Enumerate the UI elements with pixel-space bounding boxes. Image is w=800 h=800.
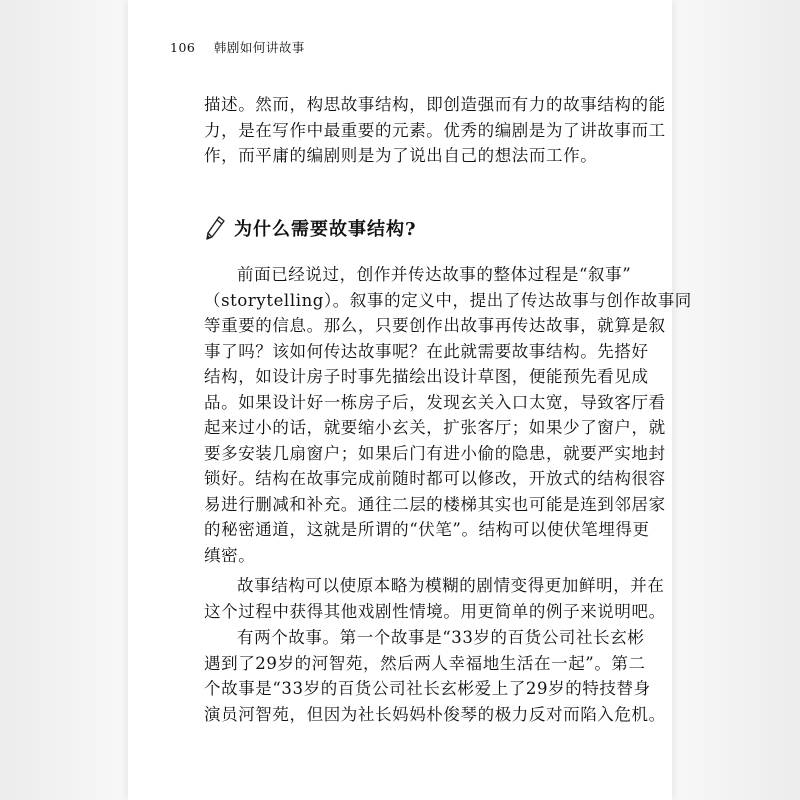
text-line: 结构，如设计房子时事先描绘出设计草图，便能预先看见成 bbox=[204, 367, 649, 386]
text-line: 缜密。 bbox=[204, 545, 256, 565]
text-line: （storytelling）。叙事的定义中，提出了传达故事与创作故事同 bbox=[204, 290, 692, 310]
text-line: 品。如果设计好一栋房子后，发现玄关入口太宽，导致客厅看 bbox=[204, 392, 666, 412]
text-line: 事了吗？该如何传达故事呢？在此就需要故事结构。先搭好 bbox=[204, 341, 649, 361]
text-line: 易进行删减和补充。通往二层的楼梯其实也可能是连到邻居家 bbox=[204, 494, 666, 514]
text-line: 等重要的信息。那么，只要创作出故事再传达故事，就算是叙 bbox=[204, 316, 666, 335]
text-line: 起来过小的话，就要缩小玄关，扩张客厅；如果少了窗户，就 bbox=[204, 418, 666, 437]
running-header bbox=[170, 38, 305, 56]
section-title: 为什么需要故事结构? bbox=[234, 219, 417, 240]
text-line: 前面已经说过，创作并传达故事的整体过程是“叙事” bbox=[237, 265, 632, 284]
page-number: 106 bbox=[170, 40, 196, 55]
book-title: 韩剧如何讲故事 bbox=[213, 40, 305, 55]
pencil-icon bbox=[204, 215, 226, 241]
text-line: 描述。然而，构思故事结构，即创造强而有力的故事结构的能 bbox=[204, 95, 666, 114]
text-line: 的秘密通道，这就是所谓的“伏笔”。结构可以使伏笔埋得更 bbox=[204, 520, 650, 539]
text-line: 力，是在写作中最重要的元素。优秀的编剧是为了讲故事而工 bbox=[204, 120, 666, 140]
text-line: 个故事是“33岁的百货公司社长玄彬爱上了29岁的特技替身 bbox=[204, 679, 651, 698]
text-line: 故事结构可以使原本略为模糊的剧情变得更加鲜明，并在 bbox=[237, 576, 665, 595]
intro-paragraph bbox=[204, 92, 666, 169]
text-line: 要多安装几扇窗户；如果后门有进小偷的隐患，就要严实地封 bbox=[204, 443, 666, 463]
book-page bbox=[128, 0, 692, 800]
text-line: 有两个故事。第一个故事是“33岁的百货公司社长玄彬 bbox=[237, 628, 645, 647]
text-line: 作，而平庸的编剧则是为了说出自己的想法而工作。 bbox=[204, 146, 598, 165]
paragraph-2 bbox=[204, 573, 666, 624]
section-heading bbox=[204, 215, 417, 241]
text-line: 遇到了29岁的河智苑，然后两人幸福地生活在一起”。第二 bbox=[204, 653, 646, 673]
text-line: 这个过程中获得其他戏剧性情境。用更简单的例子来说明吧。 bbox=[204, 601, 666, 621]
paragraph-1 bbox=[204, 262, 692, 568]
text-line: 演员河智苑，但因为社长妈妈朴俊琴的极力反对而陷入危机。 bbox=[204, 704, 666, 724]
paragraph-3 bbox=[204, 625, 666, 727]
text-line: 锁好。结构在故事完成前随时都可以修改，开放式的结构很容 bbox=[204, 469, 666, 488]
